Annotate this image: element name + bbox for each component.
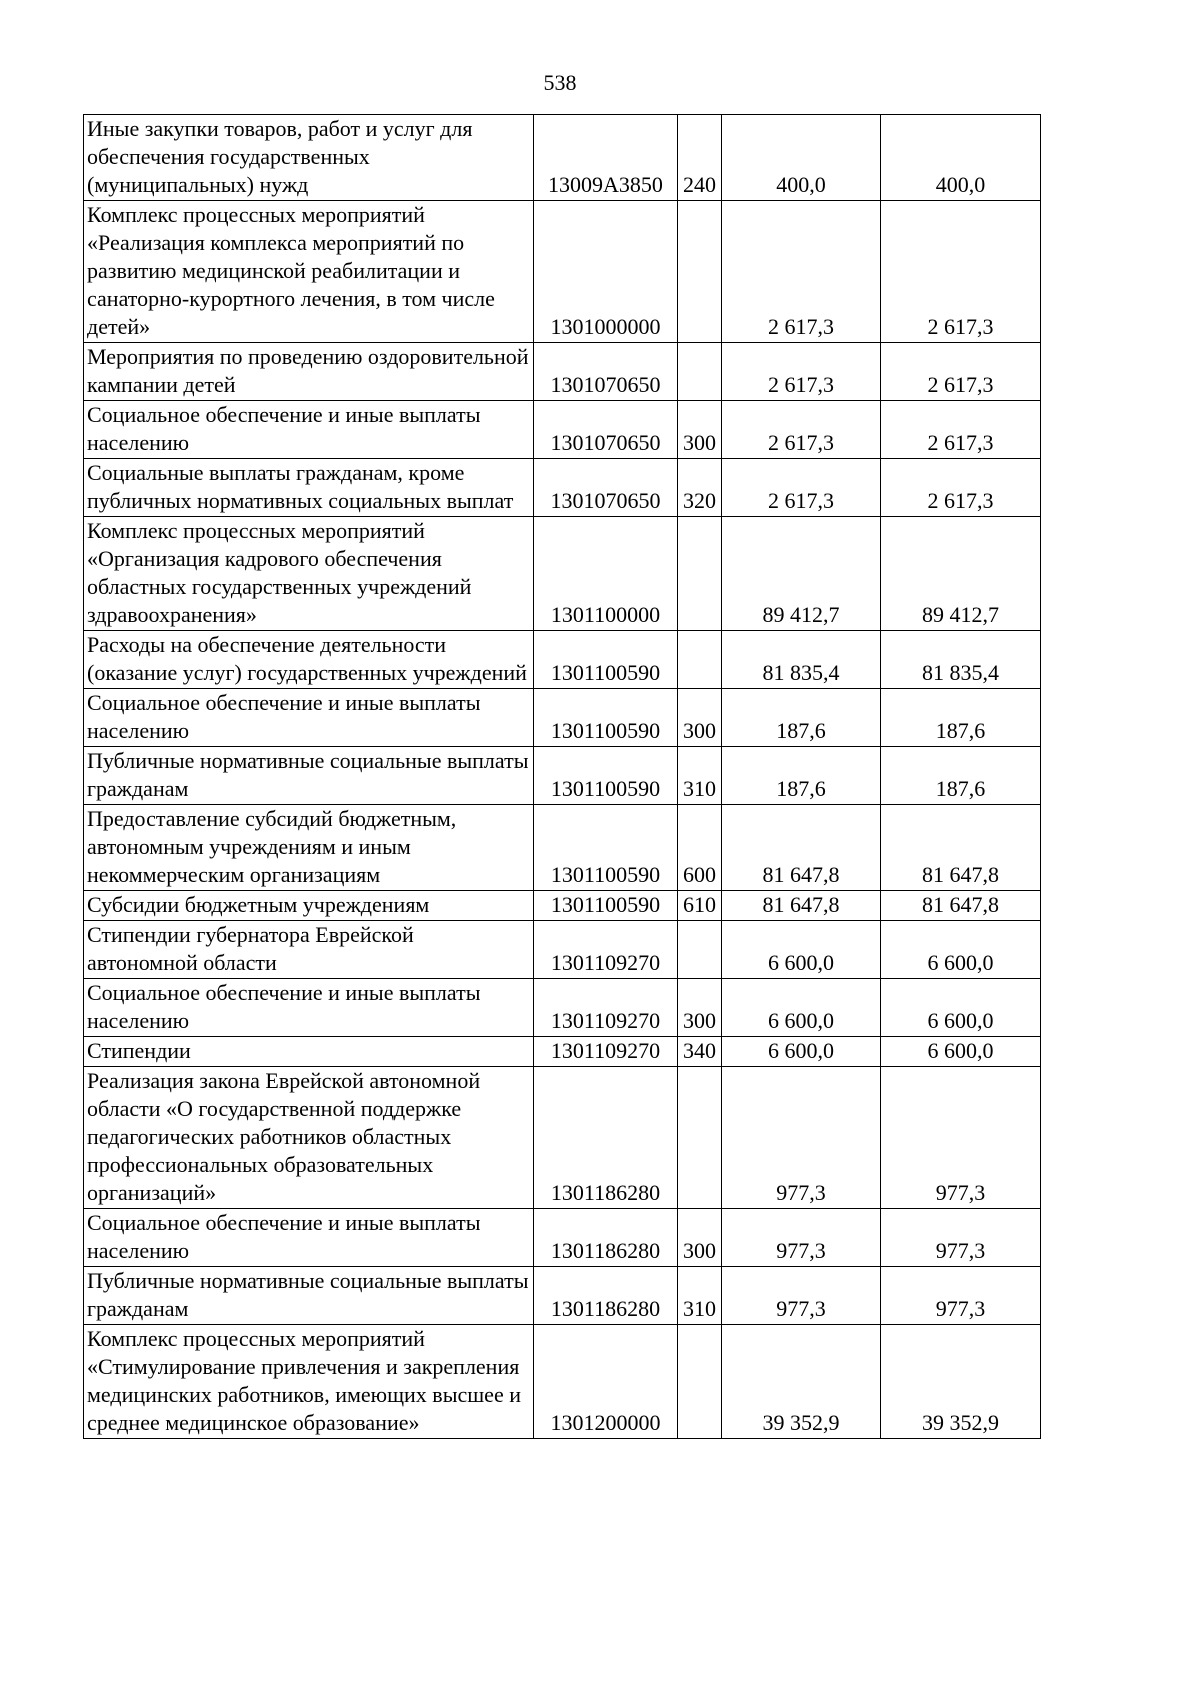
expense-type-code-cell: [678, 1325, 722, 1439]
expense-name-cell: Социальные выплаты гражданам, кроме публичных нормативных социальных выплат: [84, 459, 534, 517]
expense-type-code-cell: [678, 921, 722, 979]
amount-cell-first: 81 647,8: [722, 805, 881, 891]
amount-cell-first: 6 600,0: [722, 1037, 881, 1067]
amount-cell-first: 977,3: [722, 1267, 881, 1325]
amount-cell-first: 2 617,3: [722, 401, 881, 459]
expense-type-code-cell: 340: [678, 1037, 722, 1067]
target-article-code-cell: 1301109270: [534, 1037, 678, 1067]
expense-name-cell: Стипендии: [84, 1037, 534, 1067]
expense-name-cell: Мероприятия по проведению оздоровительной кампании детей: [84, 343, 534, 401]
target-article-code-cell: 1301100590: [534, 891, 678, 921]
table-row: [84, 1209, 1041, 1267]
amount-cell-first: 400,0: [722, 115, 881, 201]
expense-type-code-cell: 300: [678, 689, 722, 747]
amount-cell-second: 2 617,3: [881, 201, 1041, 343]
expense-name-cell: Социальное обеспечение и иные выплаты населению: [84, 401, 534, 459]
target-article-code-cell: 1301100590: [534, 805, 678, 891]
amount-cell-first: 187,6: [722, 747, 881, 805]
page-number: 538: [543, 70, 577, 95]
expense-type-code-cell: [678, 201, 722, 343]
expense-type-code-cell: 300: [678, 1209, 722, 1267]
target-article-code-cell: 1301000000: [534, 201, 678, 343]
table-row: [84, 115, 1041, 201]
expense-type-code-cell: 320: [678, 459, 722, 517]
amount-cell-second: 39 352,9: [881, 1325, 1041, 1439]
amount-cell-first: 81 835,4: [722, 631, 881, 689]
amount-cell-second: 187,6: [881, 747, 1041, 805]
amount-cell-first: 187,6: [722, 689, 881, 747]
amount-cell-first: 39 352,9: [722, 1325, 881, 1439]
expense-type-code-cell: 600: [678, 805, 722, 891]
amount-cell-first: 977,3: [722, 1067, 881, 1209]
expense-name-cell: Публичные нормативные социальные выплаты гражданам: [84, 1267, 534, 1325]
table-row: [84, 343, 1041, 401]
expense-name-cell: Расходы на обеспечение деятельности (оказание услуг) государственных учреждений: [84, 631, 534, 689]
expense-type-code-cell: [678, 343, 722, 401]
expense-name-cell: Комплекс процессных мероприятий «Стимулирование привлечения и закрепления медицинских работников, имеющих высшее и среднее медицинское образование»: [84, 1325, 534, 1439]
amount-cell-second: 977,3: [881, 1209, 1041, 1267]
expense-name-cell: Публичные нормативные социальные выплаты гражданам: [84, 747, 534, 805]
amount-cell-second: 6 600,0: [881, 1037, 1041, 1067]
table-row: [84, 747, 1041, 805]
table-row: [84, 631, 1041, 689]
table-row: [84, 1267, 1041, 1325]
target-article-code-cell: 1301100590: [534, 689, 678, 747]
expense-name-cell: Предоставление субсидий бюджетным, автономным учреждениям и иным некоммерческим организациям: [84, 805, 534, 891]
target-article-code-cell: 1301200000: [534, 1325, 678, 1439]
target-article-code-cell: 1301186280: [534, 1209, 678, 1267]
amount-cell-second: 400,0: [881, 115, 1041, 201]
target-article-code-cell: 1301186280: [534, 1267, 678, 1325]
target-article-code-cell: 13009А3850: [534, 115, 678, 201]
table-row: [84, 1037, 1041, 1067]
expense-name-cell: Комплекс процессных мероприятий «Организация кадрового обеспечения областных государственных учреждений здравоохранения»: [84, 517, 534, 631]
table-row: [84, 459, 1041, 517]
expense-type-code-cell: 300: [678, 979, 722, 1037]
expense-type-code-cell: 610: [678, 891, 722, 921]
target-article-code-cell: 1301070650: [534, 343, 678, 401]
amount-cell-second: 6 600,0: [881, 979, 1041, 1037]
amount-cell-first: 2 617,3: [722, 459, 881, 517]
expense-type-code-cell: 240: [678, 115, 722, 201]
amount-cell-second: 977,3: [881, 1267, 1041, 1325]
amount-cell-first: 2 617,3: [722, 201, 881, 343]
expense-type-code-cell: [678, 517, 722, 631]
table-row: [84, 517, 1041, 631]
expense-type-code-cell: [678, 631, 722, 689]
amount-cell-first: 89 412,7: [722, 517, 881, 631]
expense-name-cell: Социальное обеспечение и иные выплаты населению: [84, 979, 534, 1037]
expense-type-code-cell: 310: [678, 747, 722, 805]
target-article-code-cell: 1301070650: [534, 401, 678, 459]
expense-type-code-cell: 310: [678, 1267, 722, 1325]
target-article-code-cell: 1301109270: [534, 979, 678, 1037]
expense-type-code-cell: 300: [678, 401, 722, 459]
amount-cell-second: 2 617,3: [881, 343, 1041, 401]
target-article-code-cell: 1301100590: [534, 631, 678, 689]
expense-name-cell: Реализация закона Еврейской автономной области «О государственной поддержке педагогических работников областных профессиональных образовательных организаций»: [84, 1067, 534, 1209]
amount-cell-second: 977,3: [881, 1067, 1041, 1209]
expense-name-cell: Иные закупки товаров, работ и услуг для обеспечения государственных (муниципальных) нужд: [84, 115, 534, 201]
amount-cell-first: 6 600,0: [722, 921, 881, 979]
target-article-code-cell: 1301100000: [534, 517, 678, 631]
budget-table: [83, 114, 1041, 1439]
amount-cell-second: 2 617,3: [881, 459, 1041, 517]
expense-name-cell: Социальное обеспечение и иные выплаты населению: [84, 1209, 534, 1267]
table-row: [84, 689, 1041, 747]
table-row: [84, 805, 1041, 891]
amount-cell-second: 81 835,4: [881, 631, 1041, 689]
budget-table-body: [84, 115, 1041, 1439]
target-article-code-cell: 1301186280: [534, 1067, 678, 1209]
expense-name-cell: Стипендии губернатора Еврейской автономной области: [84, 921, 534, 979]
amount-cell-second: 2 617,3: [881, 401, 1041, 459]
target-article-code-cell: 1301100590: [534, 747, 678, 805]
amount-cell-second: 187,6: [881, 689, 1041, 747]
table-row: [84, 401, 1041, 459]
expense-type-code-cell: [678, 1067, 722, 1209]
amount-cell-second: 81 647,8: [881, 891, 1041, 921]
amount-cell-second: 89 412,7: [881, 517, 1041, 631]
amount-cell-first: 977,3: [722, 1209, 881, 1267]
expense-name-cell: Комплекс процессных мероприятий «Реализация комплекса мероприятий по развитию медицинской реабилитации и санаторно-курортного лечения, в том числе детей»: [84, 201, 534, 343]
amount-cell-second: 6 600,0: [881, 921, 1041, 979]
table-row: [84, 201, 1041, 343]
expense-name-cell: Субсидии бюджетным учреждениям: [84, 891, 534, 921]
table-row: [84, 921, 1041, 979]
table-row: [84, 1067, 1041, 1209]
amount-cell-first: 81 647,8: [722, 891, 881, 921]
amount-cell-second: 81 647,8: [881, 805, 1041, 891]
table-row: [84, 979, 1041, 1037]
expense-name-cell: Социальное обеспечение и иные выплаты населению: [84, 689, 534, 747]
amount-cell-first: 2 617,3: [722, 343, 881, 401]
amount-cell-first: 6 600,0: [722, 979, 881, 1037]
target-article-code-cell: 1301109270: [534, 921, 678, 979]
table-row: [84, 1325, 1041, 1439]
target-article-code-cell: 1301070650: [534, 459, 678, 517]
table-row: [84, 891, 1041, 921]
